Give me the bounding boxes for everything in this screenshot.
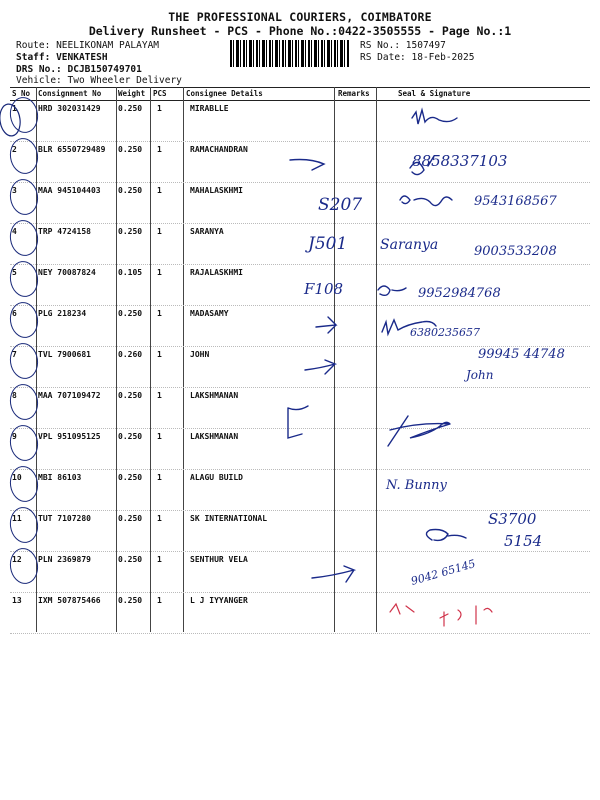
handwritten-phone: 9543168567 <box>474 194 557 209</box>
vehicle-value: Two Wheeler Delivery <box>67 75 182 86</box>
cell-consignment: MAA 707109472 <box>38 391 101 400</box>
cell-pcs: 1 <box>157 227 162 236</box>
cell-sno: 12 <box>12 555 22 564</box>
cell-pcs: 1 <box>157 186 162 195</box>
handwritten-phone: 9042 65145 <box>409 557 477 588</box>
staff-value: VENKATESH <box>56 52 108 63</box>
col-consignee: Consignee Details <box>186 89 263 98</box>
cell-consignment: VPL 951095125 <box>38 432 101 441</box>
cell-sno: 8 <box>12 391 17 400</box>
cell-consignee: RAMACHANDRAN <box>190 145 248 154</box>
col-sno: S No <box>12 89 31 98</box>
col-pcs: PCS <box>153 89 167 98</box>
col-remarks: Remarks <box>338 89 370 98</box>
route-line: Route: NEELIKONAM PALAYAM <box>16 40 160 51</box>
cell-pcs: 1 <box>157 596 162 605</box>
handwritten-note: 5154 <box>504 532 543 550</box>
handwritten-remark: S207 <box>318 195 363 215</box>
cell-weight: 0.250 <box>118 186 143 195</box>
red-ink-mark <box>390 604 414 614</box>
handwritten-phone: 9952984768 <box>418 286 501 301</box>
vehicle-line: Vehicle: Two Wheeler Delivery <box>16 75 182 86</box>
rs-date-line: RS Date: 18-Feb-2025 <box>360 52 475 63</box>
handwritten-name: John <box>466 368 494 382</box>
cell-sno: 6 <box>12 309 17 318</box>
cell-consignee: JOHN <box>190 350 210 359</box>
cell-pcs: 1 <box>157 350 162 359</box>
arrow <box>316 317 336 333</box>
cell-sno: 7 <box>12 350 17 359</box>
signature-scribble <box>388 416 450 446</box>
cell-consignment: IXM 507875466 <box>38 596 101 605</box>
cell-consignment: NEY 70087824 <box>38 268 96 277</box>
document-subtitle: Delivery Runsheet - PCS - Phone No.:0422-3505555 - Page No.:1 <box>88 24 512 38</box>
cell-sno: 9 <box>12 432 17 441</box>
cell-consignment: TUT 7107280 <box>38 514 91 523</box>
drs-value: DCJB150749701 <box>67 64 142 75</box>
cell-weight: 0.250 <box>118 104 143 113</box>
cell-weight: 0.260 <box>118 350 143 359</box>
cell-sno: 5 <box>12 268 17 277</box>
cell-pcs: 1 <box>157 268 162 277</box>
cell-consignee: LAKSHMANAN <box>190 391 239 400</box>
signature-scribble <box>412 110 457 124</box>
arrow <box>290 160 324 171</box>
cell-pcs: 1 <box>157 473 162 482</box>
cell-pcs: 1 <box>157 309 162 318</box>
handwritten-phone: 8858337103 <box>412 152 508 170</box>
drs-line: DRS No.: DCJB150749701 <box>16 64 142 75</box>
cell-consignee: SARANYA <box>190 227 224 236</box>
cell-weight: 0.250 <box>118 309 143 318</box>
cell-consignee: MADASAMY <box>190 309 229 318</box>
cell-weight: 0.105 <box>118 268 143 277</box>
rs-no-line: RS No.: 1507497 <box>360 40 446 51</box>
signature-scribble <box>378 286 406 295</box>
cell-consignment: PLN 2369879 <box>38 555 91 564</box>
cell-sno: 13 <box>12 596 22 605</box>
cell-consignment: MBI 86103 <box>38 473 82 482</box>
cell-weight: 0.250 <box>118 391 143 400</box>
cell-sno: 4 <box>12 227 17 236</box>
cell-weight: 0.250 <box>118 145 143 154</box>
cell-consignment: PLG 218234 <box>38 309 87 318</box>
cell-pcs: 1 <box>157 145 162 154</box>
cell-weight: 0.250 <box>118 432 143 441</box>
cell-pcs: 1 <box>157 391 162 400</box>
cell-consignee: ALAGU BUILD <box>190 473 243 482</box>
cell-consignee: SENTHUR VELA <box>190 555 248 564</box>
cell-sno: 3 <box>12 186 17 195</box>
rs-no-value: 1507497 <box>405 40 446 51</box>
remark-mark <box>288 406 308 438</box>
rs-date-value: 18-Feb-2025 <box>411 52 475 63</box>
staff-line: Staff: VENKATESH <box>16 52 108 63</box>
cell-consignment: TRP 4724158 <box>38 227 91 236</box>
cell-weight: 0.250 <box>118 555 143 564</box>
handwritten-remark: J501 <box>308 234 348 254</box>
cell-weight: 0.250 <box>118 596 143 605</box>
handwritten-remark: F108 <box>304 280 344 298</box>
cell-consignee: MIRABLLE <box>190 104 229 113</box>
handwritten-phone: 6380235657 <box>410 326 480 339</box>
cell-pcs: 1 <box>157 432 162 441</box>
cell-pcs: 1 <box>157 104 162 113</box>
page-margin-circle <box>0 103 22 137</box>
cell-consignment: HRD 302031429 <box>38 104 101 113</box>
cell-consignee: SK INTERNATIONAL <box>190 514 268 523</box>
cell-weight: 0.250 <box>118 514 143 523</box>
route-value: NEELIKONAM PALAYAM <box>56 40 160 51</box>
cell-weight: 0.250 <box>118 227 143 236</box>
cell-sno: 2 <box>12 145 17 154</box>
cell-sno: 11 <box>12 514 22 523</box>
handwritten-name: N. Bunny <box>386 478 447 493</box>
cell-sno: 10 <box>12 473 22 482</box>
cell-consignee: L J IYYANGER <box>190 596 248 605</box>
handwritten-phone: 9003533208 <box>474 244 557 259</box>
col-signature: Seal & Signature <box>398 89 471 98</box>
col-consignment: Consignment No <box>38 89 102 98</box>
handwritten-note: S3700 <box>488 510 537 528</box>
cell-consignment: TVL 7900681 <box>38 350 91 359</box>
cell-sno: 1 <box>12 104 17 113</box>
cell-pcs: 1 <box>157 514 162 523</box>
cell-pcs: 1 <box>157 555 162 564</box>
cell-weight: 0.250 <box>118 473 143 482</box>
cell-consignee: MAHALASKHMI <box>190 186 243 195</box>
col-weight: Weight <box>118 89 146 98</box>
signature-scribble <box>426 530 466 541</box>
document-title: THE PROFESSIONAL COURIERS, COIMBATORE <box>168 10 432 24</box>
signature-scribble <box>400 196 452 206</box>
cell-consignee: RAJALASKHMI <box>190 268 243 277</box>
arrow <box>312 566 354 582</box>
cell-consignee: LAKSHMANAN <box>190 432 239 441</box>
arrow <box>305 360 335 374</box>
red-ink-mark <box>440 606 492 626</box>
handwritten-name: Saranya <box>380 237 439 253</box>
cell-consignment: MAA 945104403 <box>38 186 101 195</box>
cell-consignment: BLR 6550729489 <box>38 145 106 154</box>
handwritten-phone: 99945 44748 <box>478 347 565 362</box>
